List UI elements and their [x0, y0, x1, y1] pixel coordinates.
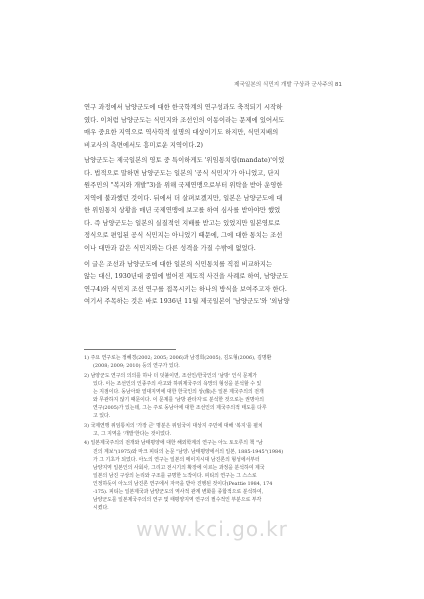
footnote-line: 와 무관하지 않기 때문이다. 이 문제를 '남방 관타지'로 분석한 것으로는 권명아의 [93, 396, 264, 403]
text-line: 원주민의 "복지와 개발"3)을 위해 국제연맹으로부터 위탁을 받아 운영한 [84, 182, 283, 190]
footnote-4 [84, 439, 346, 512]
text-line: 연구 과정에서 남양군도에 대한 한국학계의 연구성과도 축적되기 시작하 [84, 104, 283, 111]
footnote-line: 고 있다. [93, 413, 111, 420]
footnote-line: 연구(2005)가 있는데, 그는 주로 동남아에 대한 조선인의 제국주의적 태도를 다루 [93, 405, 267, 412]
footnote-line: 있다. 이는 조선인의 인종주의 사고와 하위제국주의 욕망의 형성을 분석할 수 있 [93, 380, 262, 387]
text-line: 였다. 이처럼 남양군도는 식민지와 조선인의 이동이라는 문제에 있어서도 [84, 116, 285, 124]
footnote-line: 고, 그 지역을 '개발'한다는 것이었다. [93, 430, 172, 437]
running-header: 제국일본의 식민지 개발 구상과 군사주의 81 [234, 82, 342, 88]
text-line: 매우 중요한 지역으로 역사학적 설명의 대상이기도 하지만, 식민지배의 [84, 129, 279, 137]
footnote-line: 일본의 남진 구상의 논리와 구조를 규명한 노작이다. 피티의 연구는 그 스스로 [93, 472, 257, 479]
footnote-line: 1) 주요 연구로는 정혜경(2002; 2005; 2006)과 남경희(2005), 김도형(2006), 김명환 [84, 355, 272, 361]
footnote-line: -175). 피티는 일본제국과 남양군도의 역사적 관계 변화를 종합적으로 분석하여, [93, 489, 264, 495]
text-line: 여기서 주목하는 것은 바로 1936년 11월 제국일본이 '남양군도'와 '외남양 [84, 298, 290, 306]
watermark: www.kci.go.kr [136, 517, 288, 541]
paragraph-2 [84, 155, 346, 255]
text-line: 남양군도는 제국일본의 영토 중 특이하게도 '위임통치령(mandate)'이었 [84, 157, 285, 165]
footnotes [84, 354, 346, 514]
footnote-line: 시켰다. [93, 505, 109, 512]
footnote-line: 2) 남양군도 연구의 의의를 하나 더 덧붙이면, 조선인/한국인의 '남방' 인식 문제가 [84, 372, 257, 379]
footnote-2 [84, 372, 346, 421]
footnote-line: 는 지점이다. 동남아와 열대지역에 대한 한국인의 상(像)은 일본 제국주의의 전개 [93, 388, 264, 395]
footnote-line: (2008; 2009; 2010) 등의 연구가 있다. [93, 363, 180, 370]
text-line: 이 글은 조선과 남양군도에 대한 일본의 식민통치를 직접 비교하지는 [84, 260, 273, 268]
text-line: 다. 즉 남양군도는 일본의 실질적인 지배를 받고는 있었지만 일본영토로 [84, 219, 281, 227]
text-line: 정식으로 편입된 공식 식민지는 아니었기 때문에, 그에 대한 통치는 조선 [84, 232, 283, 240]
footnote-3 [84, 422, 346, 438]
paragraph-1 [84, 102, 346, 152]
text-line: 비교사의 측면에서도 흥미로운 지역이다.2) [84, 141, 204, 149]
text-line: 않는 대신, 1930년대 중엽에 벌어진 제도적 사건을 사례로 하여, 남양군도 [84, 273, 289, 281]
footnote-line: 인정하듯이 아노의 남진론 연구에서 자극을 받아 진행된 것이다(Peattie 1984, 174 [93, 480, 273, 487]
footnote-line: 4) 일본제국주의의 전개와 남태평양에 대한 해외학계의 연구는 아노 토오루의 책 "남 [84, 440, 263, 447]
body-text [84, 102, 346, 312]
footnote-1 [84, 354, 346, 370]
footnote-line: 가 그 기초가 되었다. 아노의 연구는 일본의 메이지시대 남진론의 형성에서부터 [93, 456, 260, 463]
footnote-line: 남양지역 일본인의 사회사, 그리고 전시기의 확장에 이르는 과정을 분석하여 제국 [93, 464, 265, 471]
footnote-line: 남양군도를 일본제국주의의 연구 및 태평양지역 연구의 필수적인 부분으로 부각 [93, 497, 262, 504]
text-line: 이나 대만과 같은 식민지와는 다른 성격을 가질 수밖에 없었다. [84, 245, 256, 253]
text-line: 한 위임통치 상황을 매년 국제연맹에 보고를 하여 심사를 받아야만 했었 [84, 207, 281, 215]
text-line: 연구4)와 식민지 조선 연구를 접목시키는 하나의 방식을 보여주고자 한다. [84, 285, 287, 293]
footnote-line: 진의 계보"(1975)와 마크 피티의 논문 "남양: 남태평양에서의 일본, 1885-1945"(1984) [93, 448, 284, 455]
footnote-line: 3) 국제연맹 위임통치의 '가장 큰' 명분은 위임국이 대상지 주민에 대해 '복지'를 펼치 [84, 422, 263, 429]
paragraph-3 [84, 259, 346, 309]
text-line: 지역에 불과했던 것이다. 뒤에서 더 살펴보겠지만, 일본은 남양군도에 대 [84, 194, 283, 202]
text-line: 다. 법적으로 말하면 남양군도는 일본의 '공식 식민지'가 아니었고, 단지 [84, 169, 280, 177]
footnote-divider [84, 349, 176, 350]
